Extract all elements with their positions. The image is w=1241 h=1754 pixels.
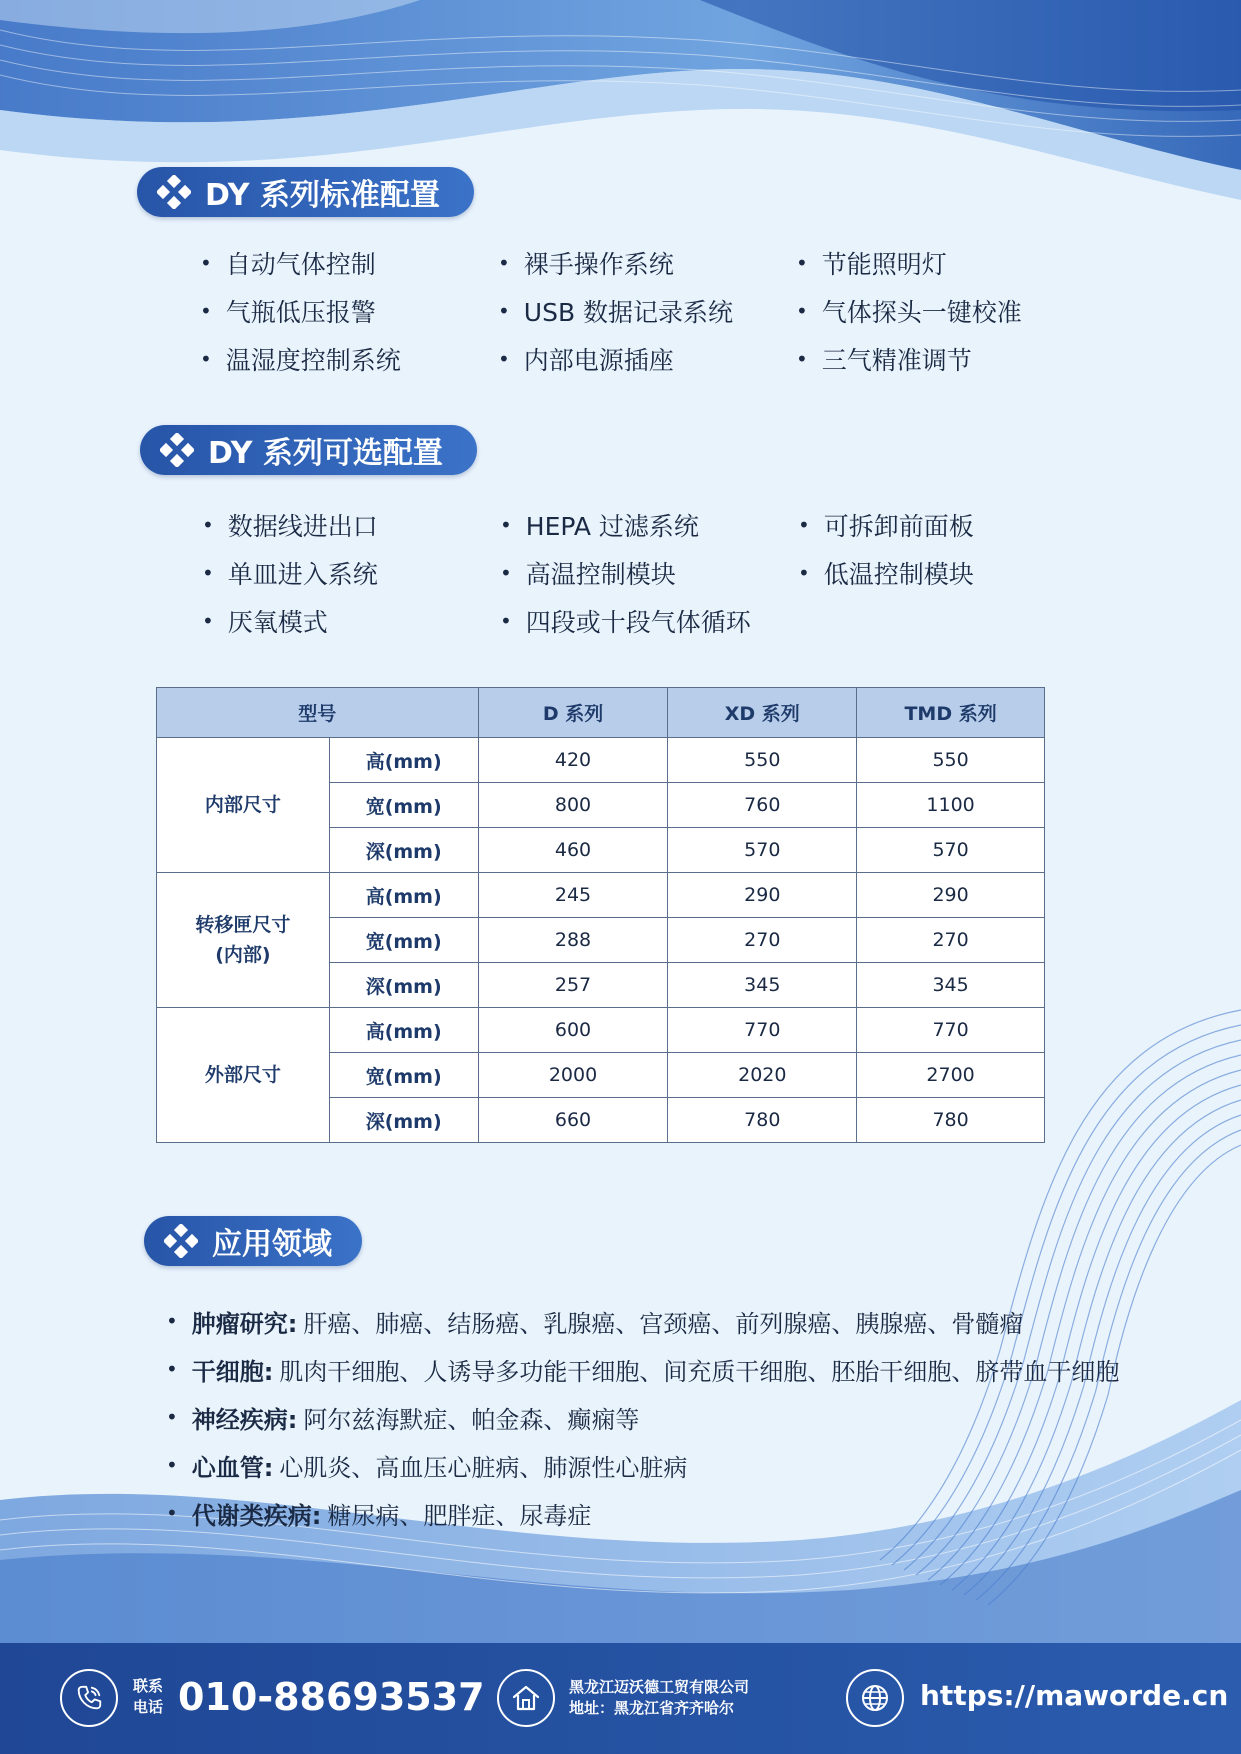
dimension-label: 宽(mm): [329, 783, 478, 828]
group-label-external: 外部尺寸: [157, 1008, 330, 1143]
cell-xd: 770: [668, 1008, 857, 1053]
cell-xd: 345: [668, 963, 857, 1008]
list-item: [166, 1441, 1119, 1489]
dimension-label: 深(mm): [329, 963, 478, 1008]
company-address: 地址：黑龙江省齐齐哈尔: [569, 1699, 735, 1717]
list-item: • 低温控制模块: [798, 556, 1096, 590]
cell-tmd: 290: [857, 873, 1045, 918]
standard-config-list: [200, 246, 1094, 376]
cell-tmd: 1100: [857, 783, 1045, 828]
list-item: • 四段或十段气体循环: [500, 604, 798, 638]
dimension-label: 高(mm): [329, 873, 478, 918]
cell-d: 288: [478, 918, 668, 963]
cell-d: 460: [478, 828, 668, 873]
optional-config-list: [202, 508, 1096, 638]
header-xd-series: XD 系列: [668, 688, 857, 738]
applications-header: [144, 1216, 362, 1266]
list-item: • 高温控制模块: [500, 556, 798, 590]
list-item: • 三气精准调节: [796, 342, 1094, 376]
list-item: • 气体探头一键校准: [796, 294, 1094, 328]
cell-d: 600: [478, 1008, 668, 1053]
table-header-row: [157, 688, 1045, 738]
cell-tmd: 270: [857, 918, 1045, 963]
dimension-label: 高(mm): [329, 1008, 478, 1053]
application-text: 肝癌、肺癌、结肠癌、乳腺癌、宫颈癌、前列腺癌、胰腺癌、骨髓瘤: [303, 1309, 1024, 1338]
list-item: • 节能照明灯: [796, 246, 1094, 280]
dimension-label: 宽(mm): [329, 918, 478, 963]
dimension-label: 深(mm): [329, 1098, 478, 1143]
table-row: [157, 873, 1045, 918]
group-label-transfer: 转移匣尺寸 (内部): [157, 873, 330, 1008]
list-item: • 温湿度控制系统: [200, 342, 498, 376]
cell-d: 800: [478, 783, 668, 828]
phone-label: 联系 电话: [133, 1677, 164, 1716]
cell-xd: 270: [668, 918, 857, 963]
standard-config-header: [137, 167, 474, 217]
cell-d: 420: [478, 738, 668, 783]
diamond-cluster-icon: [157, 175, 191, 209]
list-item: • HEPA 过滤系统: [500, 508, 798, 542]
cell-xd: 570: [668, 828, 857, 873]
phone-icon: [60, 1669, 118, 1727]
cell-tmd: 570: [857, 828, 1045, 873]
list-item: [166, 1345, 1119, 1393]
cell-tmd: 345: [857, 963, 1045, 1008]
website-link[interactable]: https://maworde.cn: [920, 1679, 1229, 1712]
cell-d: 660: [478, 1098, 668, 1143]
optional-config-header: [140, 425, 477, 475]
dimension-label: 宽(mm): [329, 1053, 478, 1098]
applications-list: [166, 1297, 1119, 1537]
cell-tmd: 550: [857, 738, 1045, 783]
application-label: • 肿瘤研究:: [191, 1309, 298, 1338]
footer-bar: [0, 1643, 1241, 1754]
cell-xd: 2020: [668, 1053, 857, 1098]
header-d-series: D 系列: [478, 688, 668, 738]
cell-xd: 760: [668, 783, 857, 828]
dimension-label: 深(mm): [329, 828, 478, 873]
home-icon: [497, 1669, 555, 1727]
list-item: • 自动气体控制: [200, 246, 498, 280]
list-item: • 裸手操作系统: [498, 246, 796, 280]
optional-config-title: DY 系列可选配置: [208, 436, 443, 471]
table-row: [157, 738, 1045, 783]
header-tmd-series: TMD 系列: [857, 688, 1045, 738]
list-item: • 数据线进出口: [202, 508, 500, 542]
cell-tmd: 780: [857, 1098, 1045, 1143]
dimension-label: 高(mm): [329, 738, 478, 783]
list-item: • 内部电源插座: [498, 342, 796, 376]
application-text: 糖尿病、肥胖症、尿毒症: [327, 1501, 592, 1530]
application-label: • 干细胞:: [191, 1357, 274, 1386]
list-item: • 气瓶低压报警: [200, 294, 498, 328]
list-item: • USB 数据记录系统: [498, 294, 796, 328]
cell-xd: 550: [668, 738, 857, 783]
spec-table: [156, 687, 1045, 1143]
cell-d: 245: [478, 873, 668, 918]
application-label: • 神经疾病:: [191, 1405, 298, 1434]
company-info: [569, 1677, 749, 1719]
cell-xd: 290: [668, 873, 857, 918]
company-name: 黑龙江迈沃德工贸有限公司: [569, 1678, 750, 1696]
header-model: 型号: [157, 688, 479, 738]
cell-d: 2000: [478, 1053, 668, 1098]
cell-xd: 780: [668, 1098, 857, 1143]
list-item: • 单皿进入系统: [202, 556, 500, 590]
standard-config-title: DY 系列标准配置: [205, 178, 440, 213]
cell-tmd: 2700: [857, 1053, 1045, 1098]
list-item: • 厌氧模式: [202, 604, 500, 638]
phone-number[interactable]: 010-88693537: [178, 1675, 485, 1719]
cell-tmd: 770: [857, 1008, 1045, 1053]
group-label-internal: 内部尺寸: [157, 738, 330, 873]
list-item: [166, 1297, 1119, 1345]
list-item: [166, 1489, 1119, 1537]
application-text: 阿尔兹海默症、帕金森、癫痫等: [303, 1405, 640, 1434]
globe-icon: [846, 1669, 904, 1727]
applications-title: 应用领域: [212, 1227, 332, 1262]
diamond-cluster-icon: [160, 433, 194, 467]
application-label: • 代谢类疾病:: [191, 1501, 322, 1530]
cell-d: 257: [478, 963, 668, 1008]
table-row: [157, 1008, 1045, 1053]
list-item: [166, 1393, 1119, 1441]
application-text: 肌肉干细胞、人诱导多功能干细胞、间充质干细胞、胚胎干细胞、脐带血干细胞: [279, 1357, 1120, 1386]
application-text: 心肌炎、高血压心脏病、肺源性心脏病: [279, 1453, 688, 1482]
application-label: • 心血管:: [191, 1453, 274, 1482]
list-item: • 可拆卸前面板: [798, 508, 1096, 542]
diamond-cluster-icon: [164, 1224, 198, 1258]
